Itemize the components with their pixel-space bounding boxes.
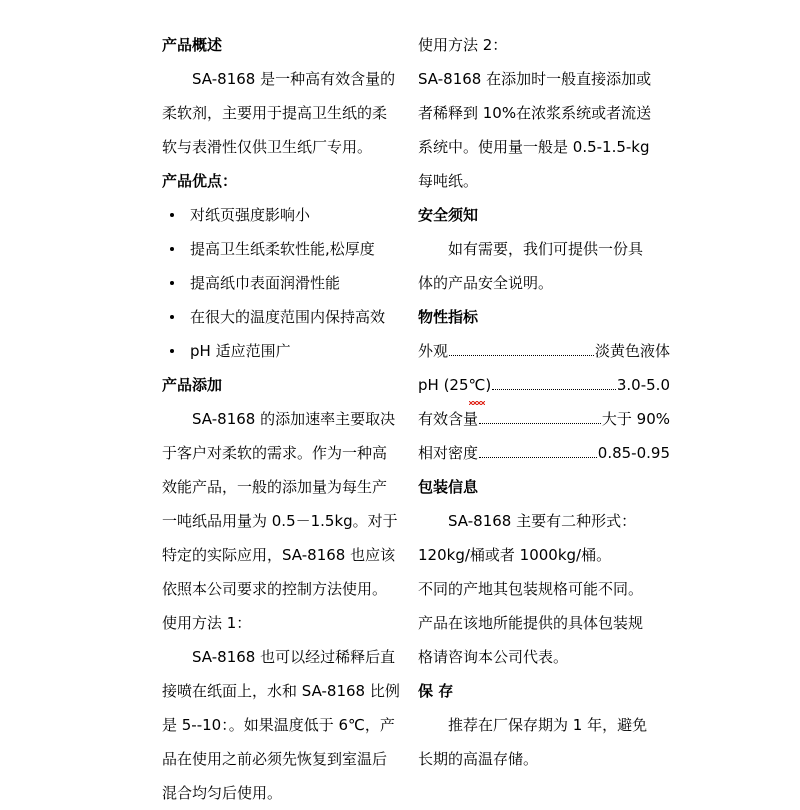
property-label: 外观 — [418, 342, 449, 360]
packaging-line: 120kg/桶或者 1000kg/桶。 — [418, 546, 612, 564]
right-column — [418, 0, 670, 776]
property-row — [418, 368, 670, 402]
section-heading-method-one: 使用方法 1： — [162, 614, 252, 632]
method-two-line: 系统中。使用量一般是 0.5-1.5-kg — [418, 138, 650, 156]
method-two-line: 者稀释到 10%在浓浆系统或者流送 — [418, 104, 652, 122]
property-row — [418, 402, 670, 436]
dosage-line: 特定的实际应用，SA-8168 也应该 — [162, 546, 396, 564]
safety-line: 如有需要，我们可提供一份具 — [448, 240, 644, 258]
overview-line: SA-8168 是一种高有效含量的 — [192, 70, 396, 88]
section-heading-dosage: 产品添加 — [162, 376, 223, 394]
overview-line: 柔软剂，主要用于提高卫生纸的柔 — [162, 104, 388, 122]
overview-line: 软与表滑性仅供卫生纸厂专用。 — [162, 138, 373, 156]
section-heading-properties: 物性指标 — [418, 308, 479, 326]
property-value: 大于 90% — [601, 410, 670, 428]
property-row — [418, 436, 670, 470]
list-item: 在很大的温度范围内保持高效 — [162, 300, 410, 334]
storage-line: 推荐在厂保存期为 1 年，避免 — [448, 716, 648, 734]
packaging-line: 格请咨询本公司代表。 — [418, 648, 569, 666]
advantages-list — [162, 198, 410, 368]
storage-line: 长期的高温存储。 — [418, 750, 539, 768]
section-heading-advantages: 产品优点： — [162, 172, 238, 190]
list-item: pH 适应范围广 — [162, 334, 410, 368]
section-heading-packaging: 包装信息 — [418, 478, 479, 496]
property-label: 相对密度 — [418, 444, 479, 462]
property-value: 3.0-5.0 — [616, 376, 670, 394]
packaging-line: 产品在该地所能提供的具体包装规 — [418, 614, 644, 632]
list-item: 对纸页强度影响小 — [162, 198, 410, 232]
list-item: 提高纸巾表面润滑性能 — [162, 266, 410, 300]
method-one-line: 是 5--10：。如果温度低于 6℃，产 — [162, 716, 395, 734]
safety-line: 体的产品安全说明。 — [418, 274, 554, 292]
packaging-line: 不同的产地其包装规格可能不同。 — [418, 580, 644, 598]
list-item: 提高卫生纸柔软性能,松厚度 — [162, 232, 410, 266]
dot-leader — [492, 389, 616, 390]
dot-leader — [479, 423, 601, 424]
dot-leader — [449, 355, 594, 356]
section-heading-safety: 安全须知 — [418, 206, 479, 224]
dosage-line: 效能产品，一般的添加量为每生产 — [162, 478, 388, 496]
property-value: 淡黄色液体 — [594, 342, 670, 360]
dosage-line: 依照本公司要求的控制方法使用。 — [162, 580, 388, 598]
method-one-line: 品在使用之前必须先恢复到室温后 — [162, 750, 388, 768]
method-one-line: SA-8168 也可以经过稀释后直 — [192, 648, 396, 666]
method-one-line: 混合均匀后使用。 — [162, 784, 283, 802]
property-row — [418, 334, 670, 368]
dosage-line: SA-8168 的添加速率主要取决 — [192, 410, 396, 428]
property-label-text: pH (25 — [418, 376, 469, 394]
property-label-tail: ) — [485, 376, 492, 394]
packaging-line: SA-8168 主要有二种形式： — [448, 512, 637, 530]
dosage-line: 一吨纸品用量为 0.5－1.5kg。对于 — [162, 512, 398, 530]
dosage-line: 于客户对柔软的需求。作为一种高 — [162, 444, 388, 462]
method-one-line: 接喷在纸面上，水和 SA-8168 比例 — [162, 682, 400, 700]
property-label — [418, 368, 491, 402]
section-heading-method-two: 使用方法 2： — [418, 36, 508, 54]
property-label: 有效含量 — [418, 410, 479, 428]
spellcheck-squiggle: ℃ — [469, 368, 486, 402]
section-heading-storage: 保 存 — [418, 682, 454, 700]
dot-leader — [479, 457, 597, 458]
method-two-line: 每吨纸。 — [418, 172, 479, 190]
left-column — [162, 0, 410, 810]
property-value: 0.85-0.95 — [597, 444, 670, 462]
section-heading-overview: 产品概述 — [162, 36, 223, 54]
method-two-line: SA-8168 在添加时一般直接添加或 — [418, 70, 652, 88]
